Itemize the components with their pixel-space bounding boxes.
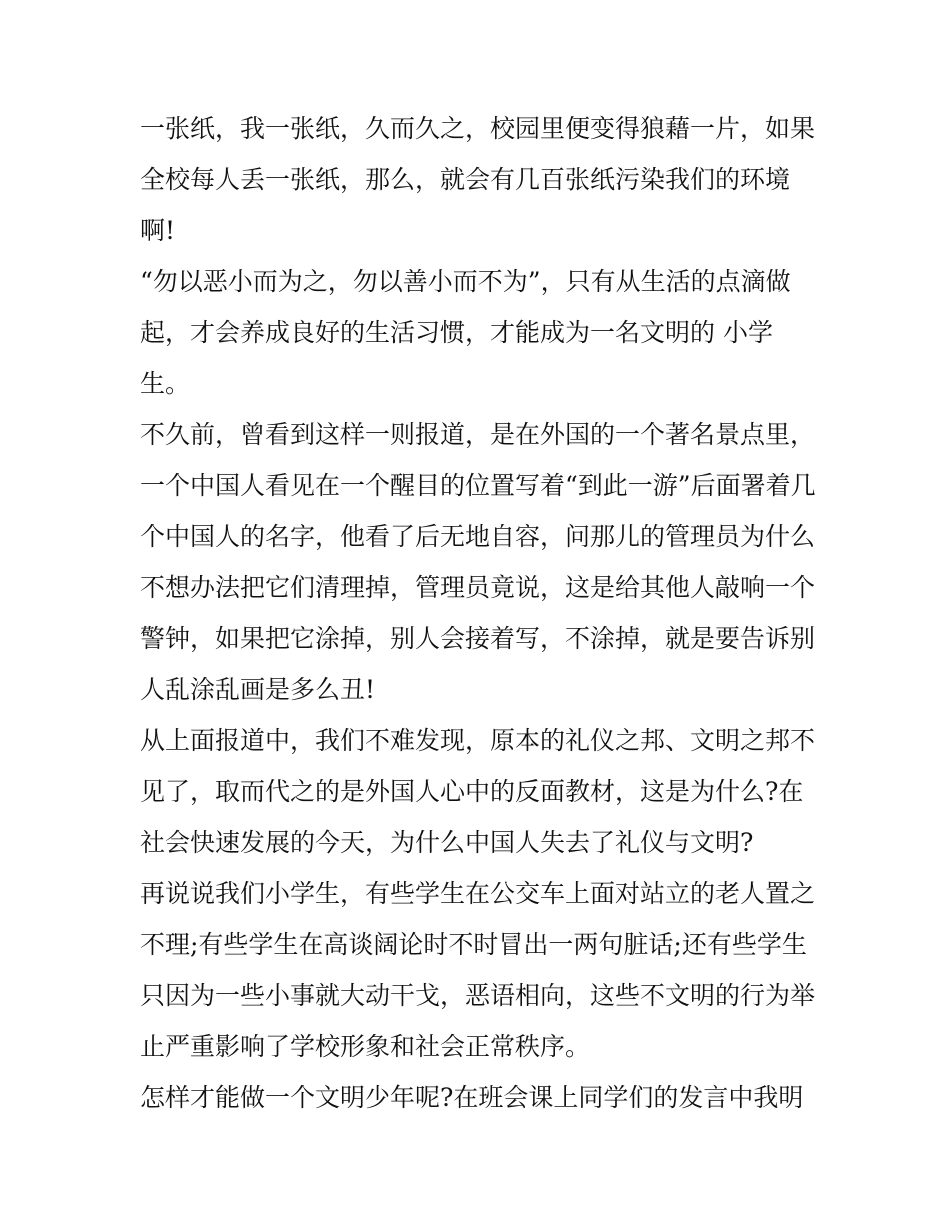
text-line: 社会快速发展的今天，为什么中国人失去了礼仪与文明? bbox=[140, 828, 754, 857]
text-line: 从上面报道中，我们不难发现，原本的礼仪之邦、文明之邦不 bbox=[140, 726, 816, 755]
text-line: 不久前，曾看到这样一则报道，是在外国的一个著名景点里， bbox=[140, 420, 816, 449]
text-line: 怎样才能做一个文明少年呢?在班会课上同学们的发言中我明 bbox=[140, 1083, 804, 1112]
text-line: 止严重影响了学校形象和社会正常秩序。 bbox=[140, 1032, 591, 1061]
text-line: 生。 bbox=[140, 369, 191, 398]
text-line: 啊! bbox=[140, 216, 176, 245]
text-line: “勿以恶小而为之，勿以善小而不为”，只有从生活的点滴做 bbox=[140, 267, 791, 296]
text-line: 再说说我们小学生，有些学生在公交车上面对站立的老人置之 bbox=[140, 879, 816, 908]
text-line: 个中国人的名字，他看了后无地自容，问那儿的管理员为什么 bbox=[140, 522, 816, 551]
text-line: 见了，取而代之的是外国人心中的反面教材，这是为什么?在 bbox=[140, 777, 804, 806]
text-line: 一张纸，我一张纸，久而久之，校园里便变得狼藉一片，如果 bbox=[140, 114, 816, 143]
text-line: 只因为一些小事就大动干戈，恶语相向，这些不文明的行为举 bbox=[140, 981, 816, 1010]
text-line: 起，才会养成良好的生活习惯，才能成为一名文明的 小学 bbox=[140, 318, 773, 347]
text-line: 不想办法把它们清理掉，管理员竟说，这是给其他人敲响一个 bbox=[140, 573, 816, 602]
text-line: 不理;有些学生在高谈阔论时不时冒出一两句脏话;还有些学生 bbox=[140, 930, 807, 959]
text-line: 人乱涂乱画是多么丑! bbox=[140, 675, 376, 704]
body-text bbox=[140, 103, 820, 1123]
text-line: 一个中国人看见在一个醒目的位置写着“到此一游”后面署着几 bbox=[140, 471, 816, 500]
text-line: 警钟，如果把它涂掉，别人会接着写，不涂掉，就是要告诉别 bbox=[140, 624, 816, 653]
text-line: 全校每人丢一张纸，那么，就会有几百张纸污染我们的环境 bbox=[140, 165, 791, 194]
